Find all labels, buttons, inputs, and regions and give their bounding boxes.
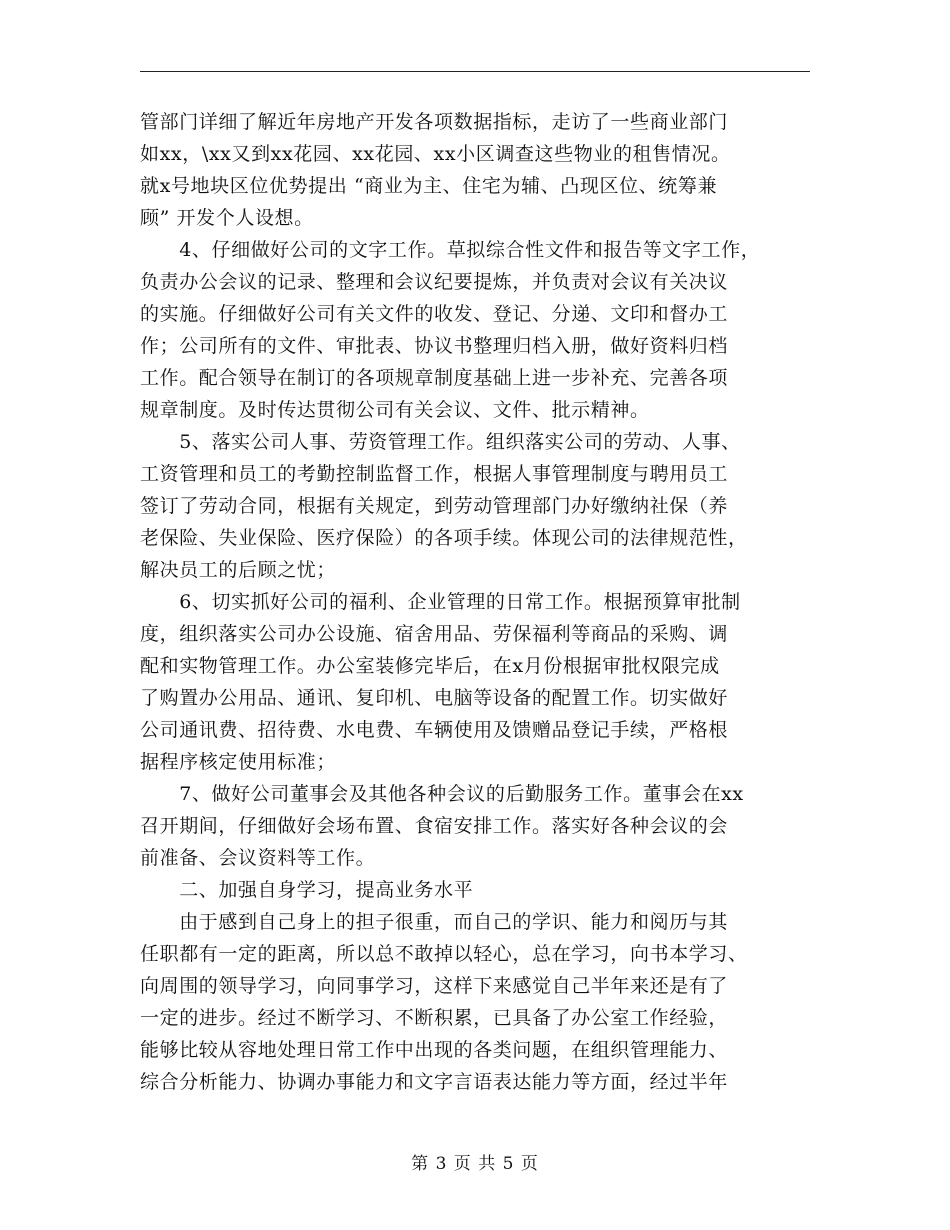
text-line: 一定的进步。经过不断学习、不断积累，已具备了办公室工作经验， xyxy=(140,1007,729,1029)
text-line: 5、落实公司人事、劳资管理工作。组织落实公司的劳动、人事、 xyxy=(140,431,741,453)
body-text xyxy=(140,106,820,1098)
page-footer: 第 3 页 共 5 页 xyxy=(411,1154,539,1174)
text-line: 解决员工的后顾之忧； xyxy=(140,559,337,581)
text-line: 度，组织落实公司办公设施、宿舍用品、劳保福利等商品的采购、调 xyxy=(140,623,729,645)
text-line: 老保险、失业保险、医疗保险）的各项手续。体现公司的法律规范性， xyxy=(140,527,748,549)
text-line: 任职都有一定的距离，所以总不敢掉以轻心，总在学习，向书本学习、 xyxy=(140,943,748,965)
text-line: 顾” 开发个人设想。 xyxy=(140,207,314,229)
text-line: 工作。配合领导在制订的各项规章制度基础上进一步补充、完善各项 xyxy=(140,367,729,389)
text-line: 了购置办公用品、通讯、复印机、电脑等设备的配置工作。切实做好 xyxy=(140,687,729,709)
text-line: 综合分析能力、协调办事能力和文字言语表达能力等方面，经过半年 xyxy=(140,1071,729,1093)
text-line: 4、仔细做好公司的文字工作。草拟综合性文件和报告等文字工作， xyxy=(140,239,761,261)
text-line: 就x号地块区位优势提出 “商业为主、住宅为辅、凸现区位、统筹兼 xyxy=(140,175,718,197)
text-line: 规章制度。及时传达贯彻公司有关会议、文件、批示精神。 xyxy=(140,399,650,421)
header-rule xyxy=(140,71,810,72)
text-line: 能够比较从容地处理日常工作中出现的各类问题，在组织管理能力、 xyxy=(140,1039,729,1061)
text-line: 管部门详细了解近年房地产开发各项数据指标，走访了一些商业部门 xyxy=(140,111,729,133)
text-line: 如xx，\xx又到xx花园、xx花园、xx小区调查这些物业的租售情况。 xyxy=(140,143,731,165)
text-line: 向周围的领导学习，向同事学习，这样下来感觉自己半年来还是有了 xyxy=(140,975,729,997)
text-line: 配和实物管理工作。办公室装修完毕后，在x月份根据审批权限完成 xyxy=(140,655,720,677)
text-line: 的实施。仔细做好公司有关文件的收发、登记、分递、文印和督办工 xyxy=(140,303,729,325)
text-line: 负责办公会议的记录、整理和会议纪要提炼，并负责对会议有关决议 xyxy=(140,271,729,293)
text-line: 召开期间，仔细做好会场布置、食宿安排工作。落实好各种会议的会 xyxy=(140,815,729,837)
text-line: 二、加强自身学习，提高业务水平 xyxy=(140,879,474,901)
text-line: 公司通讯费、招待费、水电费、车辆使用及馈赠品登记手续，严格根 xyxy=(140,719,729,741)
text-line: 工资管理和员工的考勤控制监督工作，根据人事管理制度与聘用员工 xyxy=(140,463,729,485)
text-line: 前准备、会议资料等工作。 xyxy=(140,847,376,869)
text-line: 签订了劳动合同，根据有关规定，到劳动管理部门办好缴纳社保（养 xyxy=(140,495,729,517)
text-line: 作；公司所有的文件、审批表、协议书整理归档入册，做好资料归档 xyxy=(140,335,729,357)
text-line: 据程序核定使用标准； xyxy=(140,751,337,773)
text-line: 7、做好公司董事会及其他各种会议的后勤服务工作。董事会在xx xyxy=(140,783,744,805)
text-line: 6、切实抓好公司的福利、企业管理的日常工作。根据预算审批制 xyxy=(140,591,741,613)
text-line: 由于感到自己身上的担子很重，而自己的学识、能力和阅历与其 xyxy=(140,911,729,933)
